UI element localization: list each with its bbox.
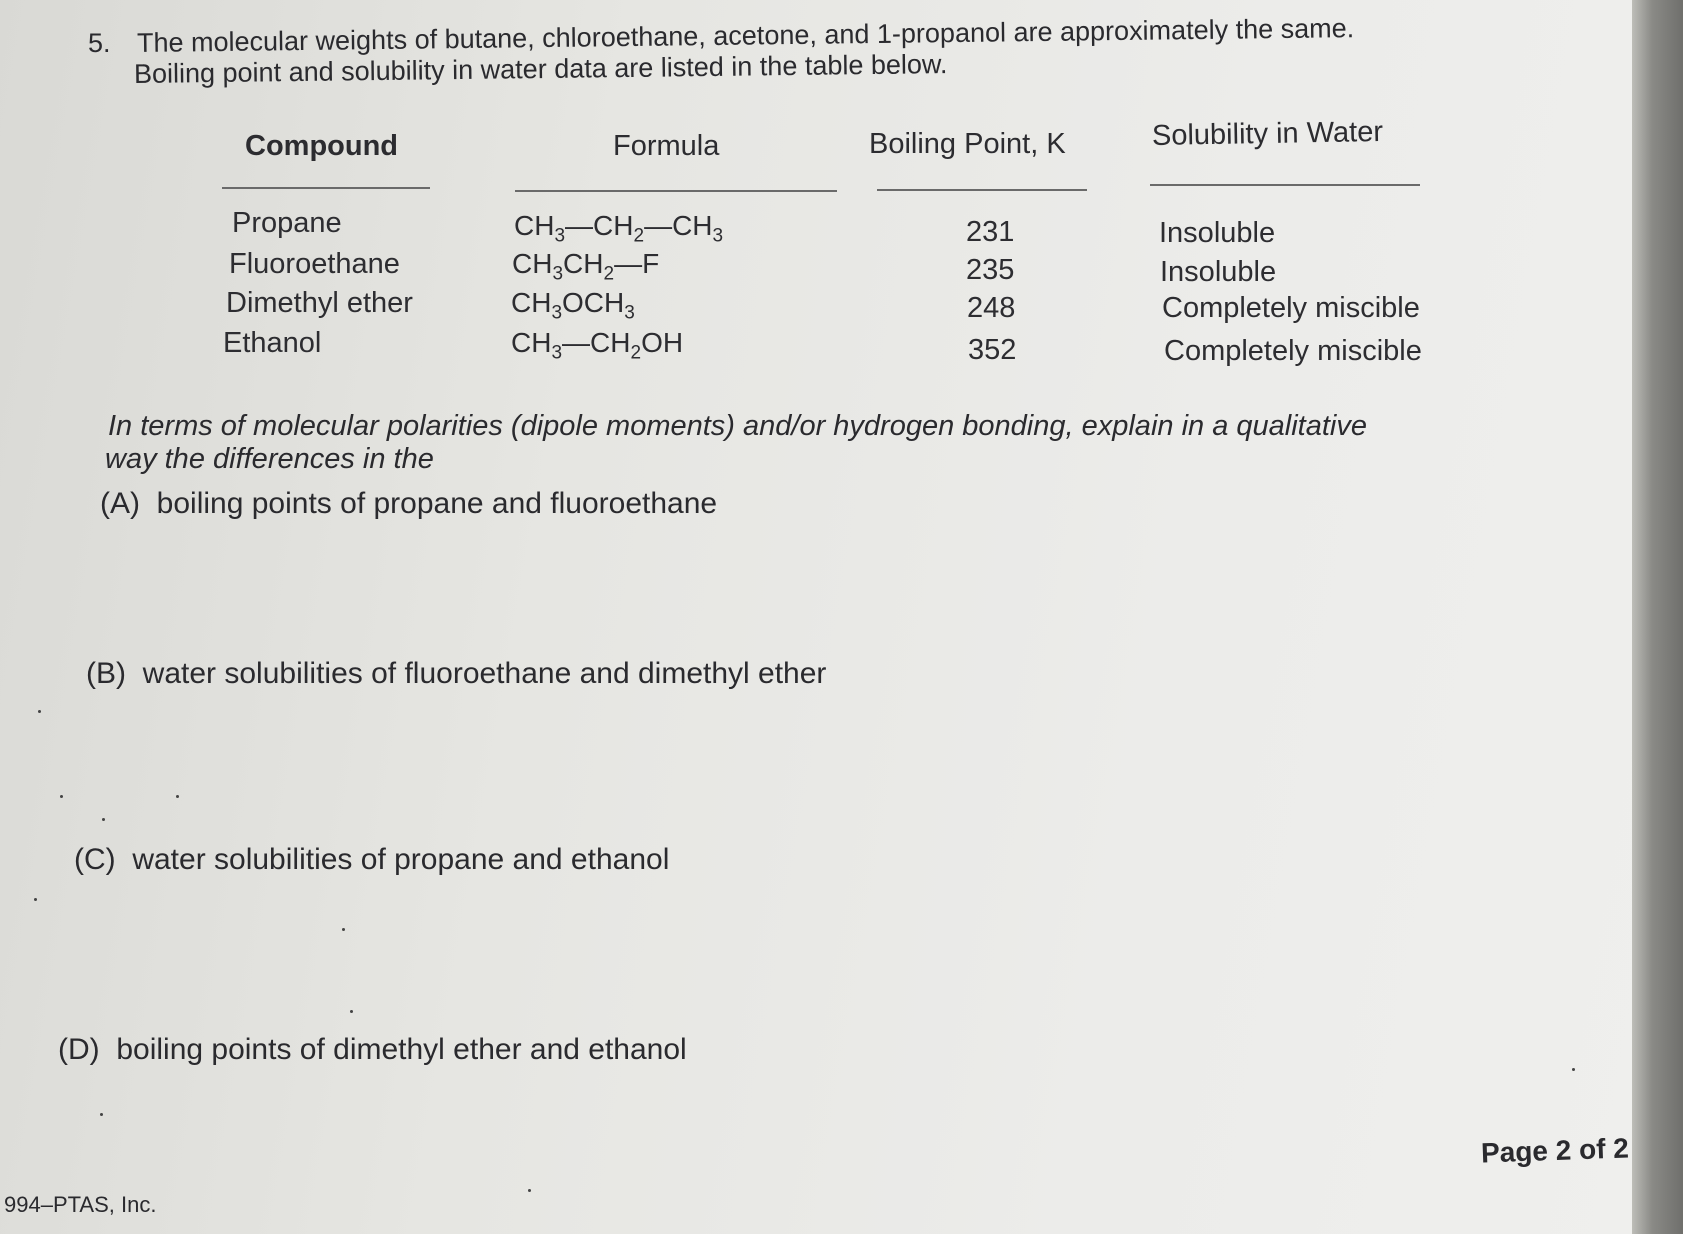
part-b-label: (B) [86,657,126,690]
table-row-3-boiling-point: 248 [967,292,1016,324]
table-row-1-compound: Propane [232,207,342,239]
prompt-line-2: way the differences in the [105,443,434,475]
pencil-speck [100,1113,103,1116]
question-number: 5. [88,28,111,58]
table-header-compound: Compound [245,130,399,162]
pencil-speck [34,898,37,901]
part-b [86,657,826,691]
part-d [58,1033,687,1067]
table-row-2-solubility: Insoluble [1160,256,1277,288]
table-row-4-boiling-point: 352 [968,334,1017,366]
question-text-line-2: Boiling point and solubility in water data are listed in the table below. [133,49,948,89]
pencil-speck [528,1189,531,1192]
pencil-speck [350,1010,353,1013]
pencil-speck [1572,1068,1575,1071]
page-number: Page 2 of 2 [1480,1132,1630,1169]
table-row-4-compound: Ethanol [223,327,322,359]
question-text-line-1: The molecular weights of butane, chloroethane, acetone, and 1-propanol are approximately the same. [136,13,1355,58]
table-row-2-formula: $CH_3CH_2—F$ [512,248,660,285]
table-row-2-compound: Fluoroethane [229,248,400,280]
header-rule-formula [515,190,837,192]
table-header-formula: Formula [613,130,720,162]
header-rule-compound [222,187,430,189]
table-header-boiling-point: Boiling Point, K [869,128,1066,160]
table-header-solubility: Solubility in Water [1151,115,1384,152]
table-row-1-formula: $CH_3—CH_2—CH_3$ [514,210,724,247]
part-b-text: water solubilities of fluoroethane and dimethyl ether [142,657,827,690]
table-row-1-solubility: Insoluble [1159,217,1276,249]
pencil-speck [102,818,105,821]
header-rule-boiling-point [877,189,1087,191]
part-c [74,843,669,877]
pencil-speck [38,710,41,713]
page-edge-shadow [1632,0,1683,1234]
table-row-3-formula: $CH_3OCH_3$ [511,287,635,324]
table-row-4-formula: $CH_3—CH_2OH$ [511,327,684,364]
pencil-speck [176,795,179,798]
pencil-speck [342,928,345,931]
part-c-text: water solubilities of propane and ethanol [132,843,670,876]
table-row-1-boiling-point: 231 [966,216,1015,248]
table-row-3-compound: Dimethyl ether [226,287,413,319]
part-a-text: boiling points of propane and fluoroethane [156,487,718,520]
copyright-footer: 994–PTAS, Inc. [4,1192,157,1217]
part-d-label: (D) [58,1033,100,1066]
prompt-line-1: In terms of molecular polarities (dipole moments) and/or hydrogen bonding, explain in a qualitative [108,410,1367,442]
part-a [100,487,717,521]
part-a-label: (A) [100,487,140,520]
pencil-speck [60,795,63,798]
table-row-2-boiling-point: 235 [966,254,1015,286]
part-c-label: (C) [74,843,116,876]
part-d-text: boiling points of dimethyl ether and ethanol [116,1033,687,1066]
table-row-3-solubility: Completely miscible [1162,292,1420,324]
header-rule-solubility [1150,184,1420,186]
table-row-4-solubility: Completely miscible [1164,335,1422,367]
